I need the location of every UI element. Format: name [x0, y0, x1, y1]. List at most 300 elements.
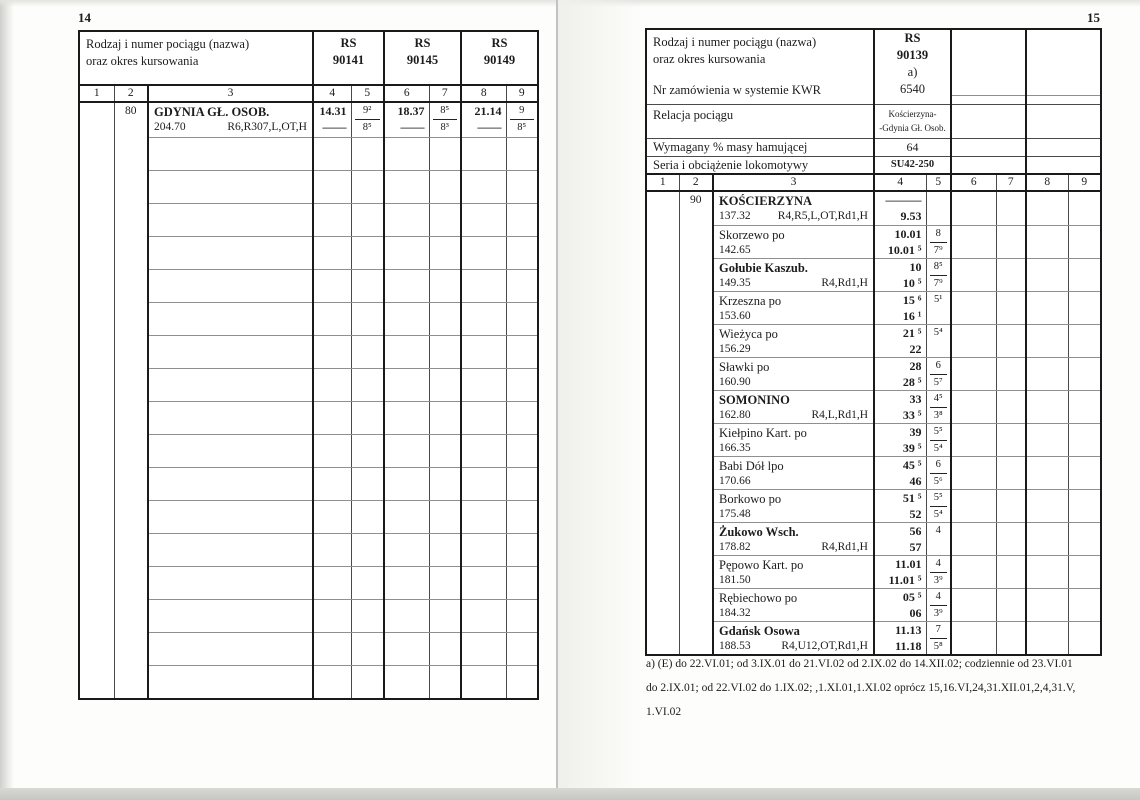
station-row	[646, 457, 1101, 490]
stop-minutes-cell	[926, 556, 951, 589]
stop-minutes-cell	[926, 622, 951, 656]
time-cell	[951, 556, 996, 589]
station-cell	[713, 523, 874, 556]
column-number-row	[646, 174, 1101, 191]
stop-minutes-cell	[351, 102, 384, 137]
km-value: 149.35	[719, 277, 751, 289]
value-bottom: 3⁹	[933, 575, 943, 586]
empty-row	[79, 633, 538, 666]
column-number: 7	[429, 85, 461, 102]
empty-row	[79, 137, 538, 170]
notes-value: R4,L,Rd1,H	[811, 409, 868, 421]
col2-cell	[679, 325, 713, 358]
value-bottom: 52	[909, 507, 922, 521]
value-bottom: 5⁴	[933, 509, 943, 520]
station-cell	[713, 589, 874, 622]
col1-cell	[646, 259, 679, 292]
stop-minutes-cell	[996, 556, 1026, 589]
value-top: 18.37	[397, 104, 425, 119]
train-header-90145: RS 90145	[384, 31, 461, 85]
col1-cell	[646, 622, 679, 656]
km-value: 137.32	[719, 209, 751, 222]
time-cell	[951, 391, 996, 424]
station-name: Kiełpino Kart. po	[719, 426, 807, 440]
col2-cell	[679, 556, 713, 589]
value-bottom: 5⁴	[933, 443, 943, 454]
timetable-left-page	[78, 30, 539, 700]
col1-cell	[646, 191, 679, 226]
value-top: 7	[930, 622, 948, 639]
stop-minutes-cell	[926, 292, 951, 325]
empty-row	[79, 236, 538, 269]
empty-row	[79, 170, 538, 203]
notes-value: R6,R307,L,OT,H	[227, 121, 307, 134]
km-value: 170.66	[719, 475, 751, 487]
stop-minutes-cell	[1068, 457, 1101, 490]
brake-mass-label: Wymagany % masy hamującej	[646, 138, 874, 156]
station-name: Rębiechowo po	[719, 591, 798, 605]
kwr-order-label: Nr zamówienia w systemie KWR	[653, 83, 822, 97]
time-cell	[951, 191, 996, 226]
station-row	[646, 424, 1101, 457]
value-top: 6	[930, 358, 948, 375]
time-cell	[874, 191, 926, 226]
value-top: 56	[909, 524, 922, 538]
value-top: 11.01	[895, 557, 922, 571]
stop-minutes-cell	[926, 589, 951, 622]
notes-value: R4,Rd1,H	[821, 541, 868, 553]
station-name: Sławki po	[719, 360, 770, 374]
value-bottom: 5⁴	[933, 327, 943, 338]
time-cell	[313, 102, 351, 137]
time-cell	[1026, 622, 1068, 656]
time-cell	[1026, 556, 1068, 589]
stop-minutes-cell	[996, 191, 1026, 226]
value-bottom: 5⁸	[933, 641, 943, 652]
column-number: 9	[1068, 174, 1101, 191]
value-bottom: 7⁹	[933, 278, 943, 289]
stop-minutes-cell	[996, 457, 1026, 490]
left-header-row	[79, 31, 538, 85]
stop-minutes-cell	[1068, 556, 1101, 589]
value-top: 45 ⁵	[902, 458, 922, 472]
time-cell	[1026, 191, 1068, 226]
empty-row	[79, 203, 538, 236]
scan-edge-bottom	[0, 788, 1140, 800]
station-row	[646, 391, 1101, 424]
loco-series-label: Seria i obciążenie lokomotywy	[646, 156, 874, 174]
footnote-line: 1.VI.02	[646, 706, 682, 718]
empty-row	[79, 600, 538, 633]
train-header-90149: RS 90149	[461, 31, 538, 85]
km-value: 175.48	[719, 508, 751, 520]
time-cell	[1026, 391, 1068, 424]
value-top: 33	[909, 392, 922, 406]
stop-minutes-cell	[1068, 523, 1101, 556]
empty-row	[79, 302, 538, 335]
km-value: 162.80	[719, 409, 751, 421]
station-cell	[713, 226, 874, 259]
value-bottom: ——	[400, 120, 425, 135]
km-value: 188.53	[719, 640, 751, 652]
col2-cell	[679, 622, 713, 656]
value-top: 10.01	[894, 227, 922, 241]
station-cell	[713, 191, 874, 226]
station-cell	[713, 424, 874, 457]
column-number: 8	[1026, 174, 1068, 191]
train-kind-label-line1: Rodzaj i numer pociągu (nazwa)	[86, 37, 250, 51]
column-number: 5	[351, 85, 384, 102]
stop-minutes-cell	[996, 325, 1026, 358]
station-cell	[713, 292, 874, 325]
stop-minutes-cell	[996, 358, 1026, 391]
value-top: 4	[930, 556, 948, 573]
time-cell	[384, 102, 429, 137]
empty-train-column	[951, 29, 1026, 104]
station-row	[646, 589, 1101, 622]
station-row	[646, 259, 1101, 292]
time-cell	[951, 358, 996, 391]
time-cell	[951, 490, 996, 523]
stop-minutes-cell	[996, 523, 1026, 556]
column-number: 8	[461, 85, 506, 102]
station-name: KOŚCIERZYNA	[719, 193, 813, 208]
value-top: 5⁵	[930, 424, 948, 441]
time-cell	[874, 589, 926, 622]
col2-cell	[679, 259, 713, 292]
station-row	[646, 191, 1101, 226]
column-number: 4	[874, 174, 926, 191]
station-row	[646, 358, 1101, 391]
stop-minutes-cell	[996, 622, 1026, 656]
col1-cell	[646, 589, 679, 622]
col2-cell	[679, 523, 713, 556]
col2-cell	[679, 490, 713, 523]
notes-value: R4,R5,L,OT,Rd1,H	[777, 209, 868, 222]
loco-series-value: SU42-250	[874, 156, 951, 174]
station-name: Babi Dół lpo	[719, 459, 784, 473]
value-top: 6	[930, 457, 948, 474]
station-name: Żukowo Wsch.	[719, 525, 799, 539]
station-cell	[713, 490, 874, 523]
value-bottom: ——	[322, 120, 347, 135]
column-number: 1	[79, 85, 114, 102]
column-number: 6	[951, 174, 996, 191]
time-cell	[874, 556, 926, 589]
value-top: 14.31	[319, 104, 347, 119]
col2-cell	[679, 391, 713, 424]
train-kind-and-kwr-label: Rodzaj i numer pociągu (nazwa) oraz okres kursowania Nr zamówienia w systemie KWR	[646, 29, 874, 104]
time-cell	[951, 292, 996, 325]
time-cell	[874, 523, 926, 556]
station-cell	[713, 325, 874, 358]
train-kind-label	[79, 31, 313, 85]
station-row	[646, 292, 1101, 325]
empty-row	[79, 468, 538, 501]
km-value: 156.29	[719, 343, 751, 355]
time-cell	[874, 325, 926, 358]
station-row	[646, 226, 1101, 259]
col2-cell	[679, 589, 713, 622]
station-row	[79, 102, 538, 137]
value-bottom: 11.01 ⁵	[888, 573, 922, 587]
col2-cell	[679, 457, 713, 490]
value-top: 51 ⁵	[902, 491, 922, 505]
station-cell	[713, 358, 874, 391]
stop-minutes-cell	[926, 391, 951, 424]
stop-minutes-cell	[1068, 622, 1101, 656]
value-top: 10	[909, 260, 922, 274]
stop-minutes-cell	[1068, 424, 1101, 457]
stop-minutes-cell	[996, 490, 1026, 523]
col1-cell	[646, 523, 679, 556]
notes-value: R4,Rd1,H	[821, 277, 868, 289]
station-name: Krzeszna po	[719, 294, 782, 308]
station-row	[646, 556, 1101, 589]
col1-cell	[646, 556, 679, 589]
column-number: 2	[679, 174, 713, 191]
time-cell	[951, 622, 996, 656]
stop-minutes-cell	[926, 325, 951, 358]
value-bottom: 46	[909, 474, 922, 488]
footnote-ref-a: a)	[907, 65, 918, 79]
empty-row	[79, 666, 538, 699]
station-name: Gdańsk Osowa	[719, 624, 800, 638]
value-bottom: 3⁹	[933, 608, 943, 619]
value-bottom: 11.18	[895, 639, 922, 653]
relation-value: Kościerzyna- -Gdynia Gł. Osob.	[874, 104, 951, 138]
value-bottom: 33 ⁵	[902, 408, 922, 422]
col2-cell: 80	[114, 102, 148, 137]
station-name: Gołubie Kaszub.	[719, 261, 808, 275]
value-bottom: 28 ⁵	[902, 375, 922, 389]
empty-row	[79, 269, 538, 302]
footnote	[646, 652, 1098, 724]
stop-minutes-cell	[926, 523, 951, 556]
col1-cell	[79, 102, 114, 137]
station-name: Wieżyca po	[719, 327, 778, 341]
stop-minutes-cell	[1068, 490, 1101, 523]
value-bottom: 4	[935, 525, 941, 536]
column-number: 7	[996, 174, 1026, 191]
km-value: 153.60	[719, 310, 751, 322]
stop-minutes-cell	[926, 259, 951, 292]
time-cell	[1026, 490, 1068, 523]
col2-cell	[679, 358, 713, 391]
stop-minutes-cell	[996, 391, 1026, 424]
col1-cell	[646, 358, 679, 391]
footnote-line: a) (E) do 22.VI.01; od 3.IX.01 do 21.VI.02 od 2.IX.02 do 14.XII.02; codziennie od 23.VI.01	[646, 658, 1073, 670]
time-cell	[1026, 457, 1068, 490]
stop-minutes-cell	[926, 490, 951, 523]
time-cell	[951, 457, 996, 490]
empty-row	[79, 567, 538, 600]
col1-cell	[646, 490, 679, 523]
stop-minutes-cell	[996, 589, 1026, 622]
value-bottom: 06	[909, 606, 922, 620]
column-number: 3	[713, 174, 874, 191]
stop-minutes-cell	[506, 102, 538, 137]
station-name: Borkowo po	[719, 492, 782, 506]
column-number: 3	[148, 85, 313, 102]
value-top: 39	[909, 425, 922, 439]
value-bottom: 8⁵	[362, 122, 372, 134]
km-value: 181.50	[719, 574, 751, 586]
right-header-row-loco	[646, 156, 1101, 174]
time-cell	[1026, 226, 1068, 259]
empty-train-column	[1026, 29, 1101, 104]
empty-row	[79, 368, 538, 401]
km-value: 160.90	[719, 376, 751, 388]
right-header-row-brake	[646, 138, 1101, 156]
stop-minutes-cell	[1068, 292, 1101, 325]
value-top: 11.13	[895, 623, 922, 637]
column-number: 4	[313, 85, 351, 102]
stop-minutes-cell	[926, 191, 951, 226]
value-top: 21 ⁵	[902, 326, 922, 340]
stop-minutes-cell	[926, 358, 951, 391]
station-row	[646, 325, 1101, 358]
time-cell	[874, 424, 926, 457]
time-cell	[874, 259, 926, 292]
value-bottom: 10.01 ⁵	[887, 243, 922, 257]
value-top: 5⁵	[930, 490, 948, 507]
col1-cell	[646, 325, 679, 358]
km-value: 204.70	[154, 121, 186, 134]
value-top: 9²	[355, 103, 381, 120]
empty-row	[79, 335, 538, 368]
scan-edge-left	[0, 0, 14, 800]
stop-minutes-cell	[926, 457, 951, 490]
column-number: 1	[646, 174, 679, 191]
station-name: GDYNIA GŁ. OSOB.	[154, 105, 270, 120]
time-cell	[874, 457, 926, 490]
brake-mass-value: 64	[874, 138, 951, 156]
station-name: Pępowo Kart. po	[719, 558, 804, 572]
value-bottom: 5⁶	[933, 476, 943, 487]
col1-cell	[646, 424, 679, 457]
col1-cell	[646, 457, 679, 490]
col2-cell	[679, 226, 713, 259]
value-top: ———	[885, 192, 922, 207]
time-cell	[874, 622, 926, 656]
time-cell	[1026, 259, 1068, 292]
value-top: 28	[909, 359, 922, 373]
relation-label: Relacja pociągu	[646, 104, 874, 138]
column-number: 6	[384, 85, 429, 102]
column-number: 9	[506, 85, 538, 102]
col2-cell: 90	[679, 191, 713, 226]
col2-cell	[679, 424, 713, 457]
right-header-row-relation	[646, 104, 1101, 138]
column-number: 2	[114, 85, 148, 102]
value-top: 05 ⁵	[902, 590, 922, 604]
col1-cell	[646, 226, 679, 259]
kwr-order-value: 6540	[900, 82, 925, 96]
time-cell	[874, 490, 926, 523]
station-row	[646, 622, 1101, 656]
value-bottom: 8⁵	[517, 122, 527, 134]
time-cell	[874, 226, 926, 259]
time-cell	[461, 102, 506, 137]
time-cell	[951, 226, 996, 259]
value-top: 8	[930, 226, 948, 243]
stop-minutes-cell	[1068, 325, 1101, 358]
time-cell	[1026, 292, 1068, 325]
stop-minutes-cell	[996, 292, 1026, 325]
time-cell	[951, 523, 996, 556]
km-value: 142.65	[719, 244, 751, 256]
station-cell	[148, 102, 313, 137]
time-cell	[951, 424, 996, 457]
value-bottom: 5⁷	[933, 377, 943, 388]
value-bottom: 9.53	[900, 208, 922, 223]
notes-value: R4,U12,OT,Rd1,H	[781, 640, 868, 652]
station-cell	[713, 556, 874, 589]
value-top: 15 ⁶	[902, 293, 922, 307]
value-bottom: 16 ¹	[902, 309, 922, 323]
station-row	[646, 490, 1101, 523]
stop-minutes-cell	[996, 226, 1026, 259]
col1-cell	[646, 391, 679, 424]
value-bottom: 57	[909, 540, 922, 554]
station-cell	[713, 391, 874, 424]
value-top: 9	[510, 103, 535, 120]
stop-minutes-cell	[1068, 259, 1101, 292]
time-cell	[1026, 325, 1068, 358]
km-value: 184.32	[719, 607, 751, 619]
stop-minutes-cell	[996, 259, 1026, 292]
value-top: 8⁵	[930, 259, 948, 276]
time-cell	[951, 325, 996, 358]
station-name: SOMONINO	[719, 393, 790, 407]
stop-minutes-cell	[429, 102, 461, 137]
km-value: 166.35	[719, 442, 751, 454]
stop-minutes-cell	[1068, 589, 1101, 622]
stop-minutes-cell	[926, 226, 951, 259]
time-cell	[874, 391, 926, 424]
time-cell	[951, 259, 996, 292]
value-top: 4	[930, 589, 948, 606]
time-cell	[1026, 424, 1068, 457]
column-number-row	[79, 85, 538, 102]
stop-minutes-cell	[996, 424, 1026, 457]
book-gutter-shadow	[558, 0, 642, 790]
footnote-line: do 2.IX.01; od 22.VI.02 do 1.IX.02; ,1.XI.01,1.XI.02 oprócz 15,16.VI,24,31.XII.01,2,4,31.V,	[646, 682, 1076, 694]
train-header-90141: RS 90141	[313, 31, 384, 85]
time-cell	[1026, 358, 1068, 391]
value-bottom: 39 ⁵	[902, 441, 922, 455]
time-cell	[951, 589, 996, 622]
value-top: 4⁵	[930, 391, 948, 408]
col2-cell	[679, 292, 713, 325]
stop-minutes-cell	[1068, 191, 1101, 226]
station-name: Skorzewo po	[719, 228, 785, 242]
station-cell	[713, 259, 874, 292]
column-number: 5	[926, 174, 951, 191]
time-cell	[1026, 523, 1068, 556]
value-top: 8⁵	[433, 103, 458, 120]
empty-row	[79, 501, 538, 534]
empty-row	[79, 402, 538, 435]
right-header-row-train	[646, 29, 1101, 104]
value-bottom: 7⁹	[933, 245, 943, 256]
col1-cell	[646, 292, 679, 325]
time-cell	[1026, 589, 1068, 622]
empty-row	[79, 534, 538, 567]
stop-minutes-cell	[926, 424, 951, 457]
station-cell	[713, 457, 874, 490]
